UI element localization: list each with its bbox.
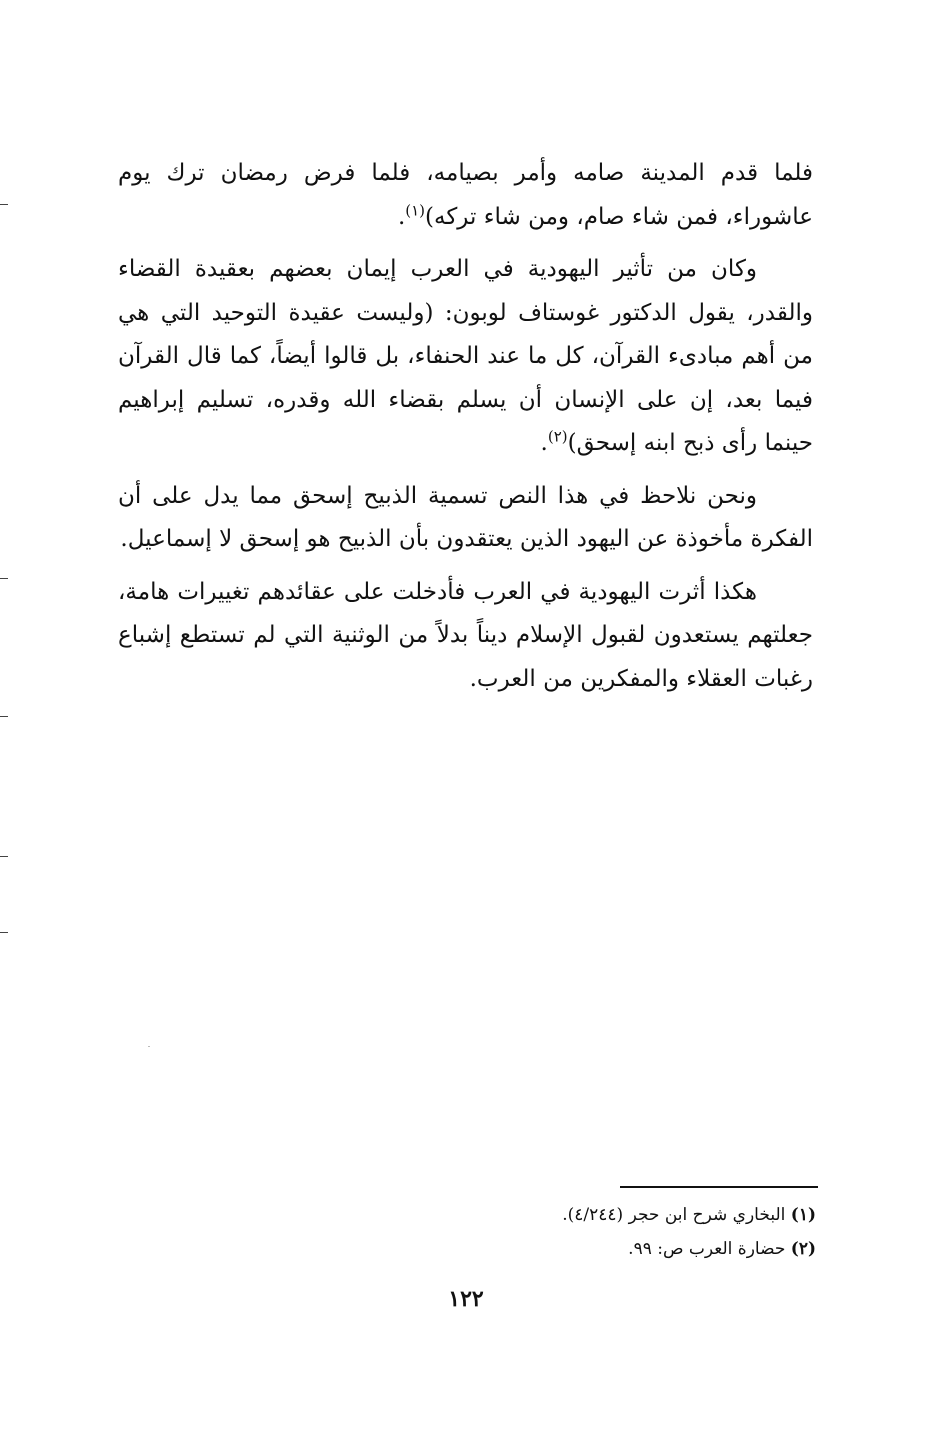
footnotes <box>300 1198 816 1266</box>
scan-edge-mark <box>0 578 8 579</box>
scan-edge-mark <box>0 856 8 857</box>
paragraph-3-text: ونحن نلاحظ في هذا النص تسمية الذبيح إسحق مما يدل على أن الفكرة مأخوذة عن اليهود الذين يعتقدون بأن الذبيح هو إسحق لا إسماعيل. <box>118 482 813 552</box>
paragraph-1-text: فلما قدم المدينة صامه وأمر بصيامه، فلما فرض رمضان ترك يوم عاشوراء، فمن شاء صام، ومن شاء تركه) <box>118 160 813 230</box>
paragraph-1-end: . <box>397 203 406 230</box>
paragraph-4 <box>118 571 813 702</box>
footnote-separator <box>620 1186 818 1188</box>
footnote-2-text: حضارة العرب ص: ٩٩. <box>628 1239 786 1259</box>
scan-speck <box>148 1046 150 1047</box>
paragraph-2-end: . <box>540 430 548 456</box>
footnote-1-number: (١) <box>790 1205 816 1225</box>
paragraph-1 <box>118 152 813 239</box>
footnote-1-text: البخاري شرح ابن حجر (٤/٢٤٤). <box>562 1205 786 1225</box>
scan-edge-mark <box>0 932 8 933</box>
page-number: ١٢٢ <box>448 1286 484 1312</box>
paragraph-3 <box>118 475 813 562</box>
scan-edge-mark <box>0 204 8 205</box>
main-text <box>118 152 813 710</box>
paragraph-2 <box>118 248 813 466</box>
scan-edge-mark <box>0 716 8 717</box>
footnote-ref-1: (١) <box>405 200 426 219</box>
paragraph-4-text: هكذا أثرت اليهودية في العرب فأدخلت على عقائدهم تغييرات هامة، جعلتهم يستعدون لقبول الإسلام ديناً بدلاً من الوثنية التي لم تستطع إشباع رغبات العقلاء والمفكرين من العرب. <box>118 578 813 692</box>
paragraph-2-text: وكان من تأثير اليهودية في العرب إيمان بعضهم بعقيدة القضاء والقدر، يقول الدكتور غوستاف لوبون: (وليست عقيدة التوحيد التي هي من أهم مبادىء القرآن، كل ما عند الحنفاء، بل قالوا أيضاً، كما قال القرآن فيما بعد، إن على الإنسان أن يسلم بقضاء الله وقدره، تسليم إبراهيم حينما رأى ذبح ابنه إسحق) <box>118 256 813 456</box>
footnote-ref-2: (٢) <box>547 427 568 446</box>
footnote-2 <box>300 1232 816 1266</box>
footnote-2-number: (٢) <box>790 1239 816 1259</box>
footnote-1 <box>300 1198 816 1232</box>
